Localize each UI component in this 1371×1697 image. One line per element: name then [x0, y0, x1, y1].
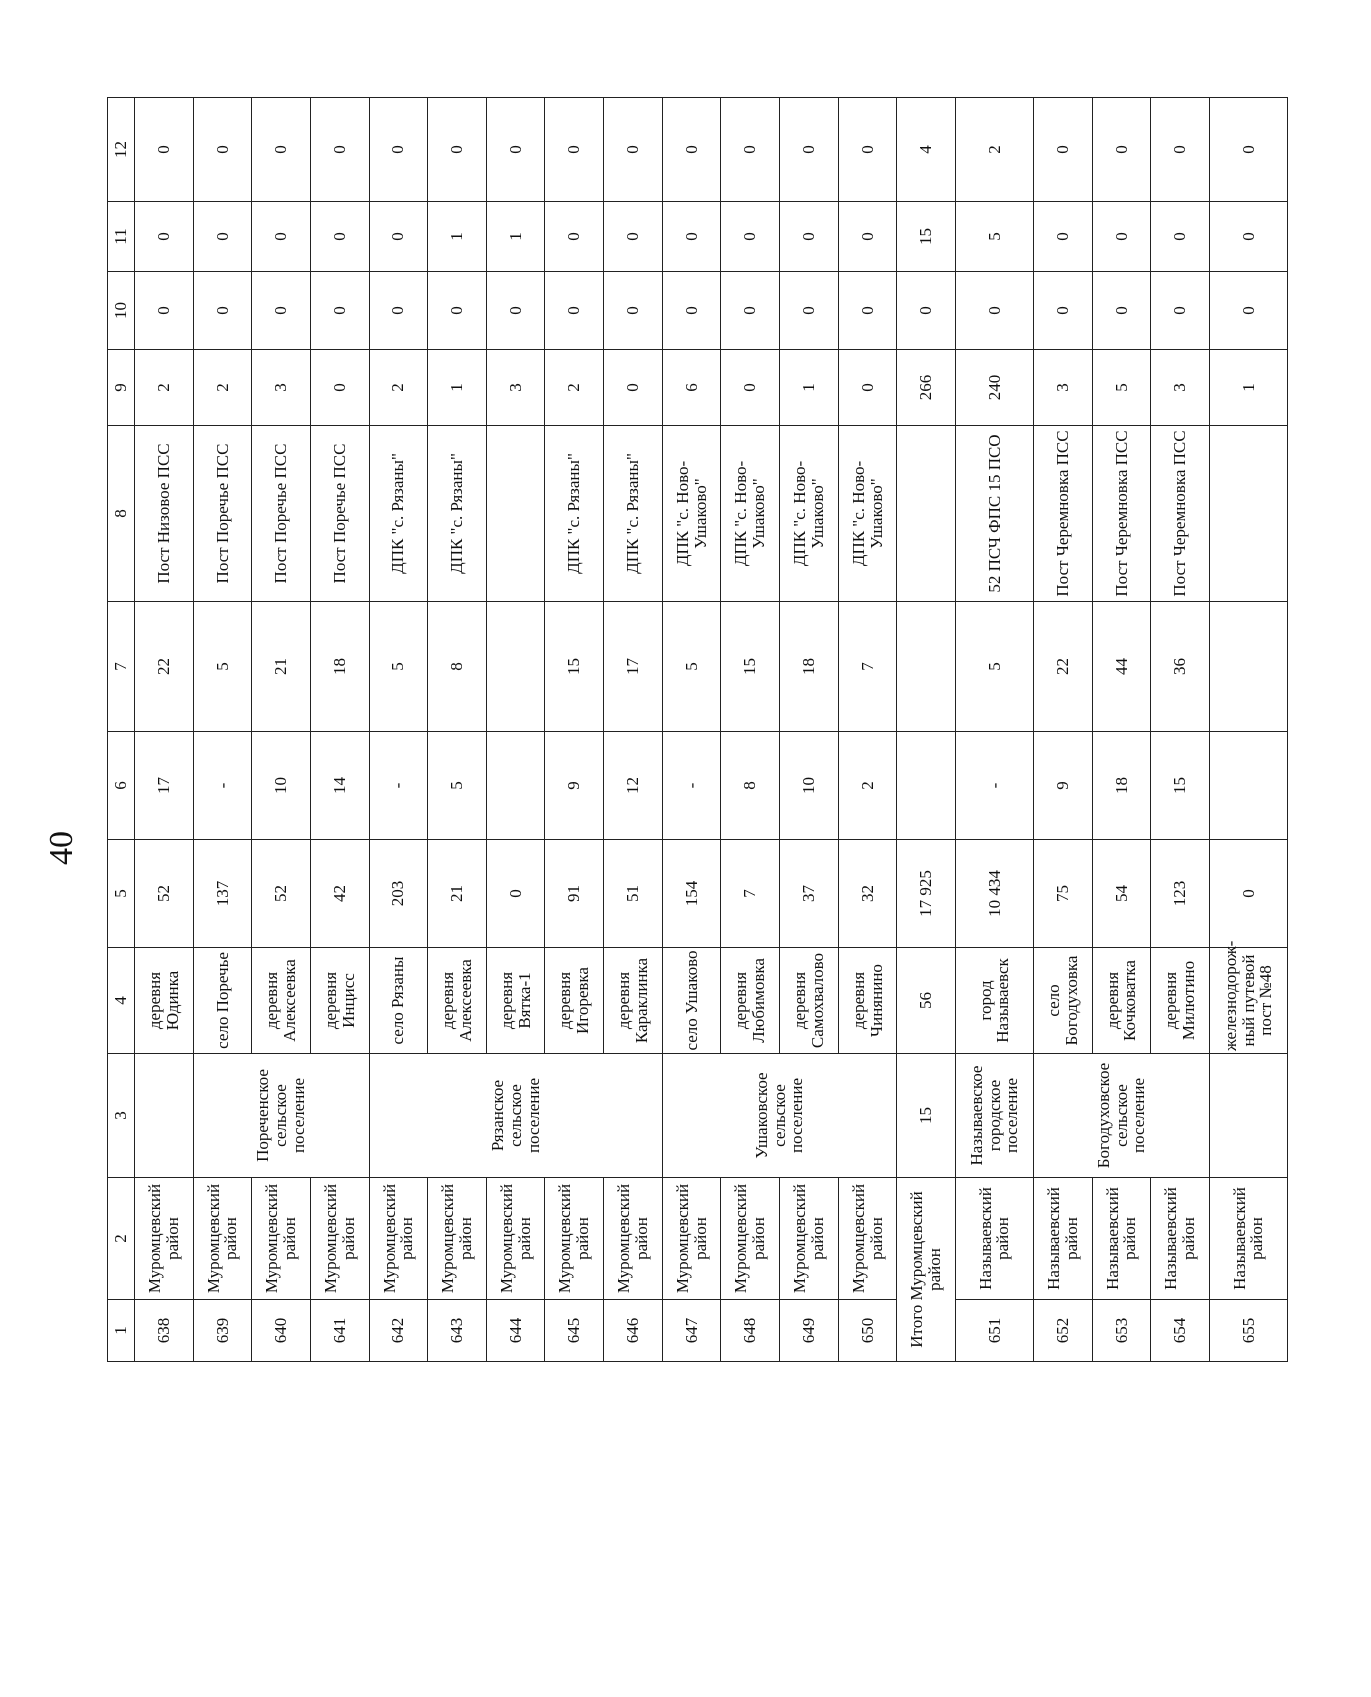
population-cell: 52 [252, 840, 311, 948]
col11-cell: 0 [252, 202, 311, 272]
population-cell: 0 [1209, 840, 1287, 948]
table-row [193, 98, 252, 1362]
settlement-cell: деревня Алексеевка [252, 948, 311, 1054]
col9-cell: 0 [721, 350, 780, 426]
col6-cell: - [955, 732, 1033, 840]
col6-cell [486, 732, 545, 840]
unit-cell [1209, 426, 1287, 602]
district-cell: Муромцевский район [193, 1178, 252, 1300]
municipality-cell: Пореченское сельское поселение [193, 1054, 369, 1178]
population-cell: 37 [780, 840, 839, 948]
col9-cell: 240 [955, 350, 1033, 426]
col6-cell: 14 [310, 732, 369, 840]
district-cell: Муромцевский район [310, 1178, 369, 1300]
col7-cell: 21 [252, 602, 311, 732]
row-number: 643 [428, 1300, 487, 1362]
col9-cell: 2 [193, 350, 252, 426]
col11-cell: 0 [1033, 202, 1092, 272]
col6-cell: 9 [1033, 732, 1092, 840]
population-cell: 51 [604, 840, 663, 948]
col7-cell [486, 602, 545, 732]
row-number: 653 [1092, 1300, 1151, 1362]
population-cell: 0 [486, 840, 545, 948]
row-number: 652 [1033, 1300, 1092, 1362]
col9-cell: 1 [428, 350, 487, 426]
col11-cell: 0 [604, 202, 663, 272]
total-col5: 17 925 [897, 840, 956, 948]
col-header-7: 7 [108, 602, 135, 732]
col11-cell: 0 [310, 202, 369, 272]
col7-cell [1209, 602, 1287, 732]
row-number: 641 [310, 1300, 369, 1362]
settlement-cell: село Ушаково [662, 948, 721, 1054]
col-header-1: 1 [108, 1300, 135, 1362]
total-label: Итого Муромцевский район [897, 1178, 956, 1362]
row-number: 650 [838, 1300, 897, 1362]
col11-cell: 0 [838, 202, 897, 272]
total-col7 [897, 602, 956, 732]
unit-cell: Пост Черемновка ПСС [1092, 426, 1151, 602]
total-col9: 266 [897, 350, 956, 426]
col10-cell: 0 [662, 272, 721, 350]
settlement-cell: деревня Самохвалово [780, 948, 839, 1054]
col-header-8: 8 [108, 426, 135, 602]
col12-cell: 0 [1151, 98, 1210, 202]
col12-cell: 0 [838, 98, 897, 202]
settlement-cell: деревня Милютино [1151, 948, 1210, 1054]
col11-cell: 0 [1151, 202, 1210, 272]
col-header-10: 10 [108, 272, 135, 350]
district-cell: Муромцевский район [662, 1178, 721, 1300]
col9-cell: 1 [1209, 350, 1287, 426]
col10-cell: 0 [955, 272, 1033, 350]
row-number: 644 [486, 1300, 545, 1362]
col6-cell: 18 [1092, 732, 1151, 840]
col6-cell: 9 [545, 732, 604, 840]
municipality-cell: Называевское городское поселение [955, 1054, 1033, 1178]
unit-cell: ДПК "с. Рязаны" [428, 426, 487, 602]
row-number: 649 [780, 1300, 839, 1362]
district-cell: Муромцевский район [721, 1178, 780, 1300]
row-number: 651 [955, 1300, 1033, 1362]
col11-cell: 5 [955, 202, 1033, 272]
col7-cell: 18 [310, 602, 369, 732]
row-number: 638 [135, 1300, 194, 1362]
population-cell: 42 [310, 840, 369, 948]
municipality-cell [1209, 1054, 1287, 1178]
col7-cell: 15 [545, 602, 604, 732]
col-header-4: 4 [108, 948, 135, 1054]
settlement-cell: село Рязаны [369, 948, 428, 1054]
district-cell: Называевский район [955, 1178, 1033, 1300]
population-cell: 91 [545, 840, 604, 948]
district-cell: Муромцевский район [135, 1178, 194, 1300]
col11-cell: 0 [780, 202, 839, 272]
col11-cell: 0 [369, 202, 428, 272]
settlement-cell: деревня Юдинка [135, 948, 194, 1054]
col9-cell: 5 [1092, 350, 1151, 426]
col6-cell: 12 [604, 732, 663, 840]
col12-cell: 0 [369, 98, 428, 202]
row-number: 639 [193, 1300, 252, 1362]
col9-cell: 0 [838, 350, 897, 426]
col7-cell: 22 [135, 602, 194, 732]
population-cell: 137 [193, 840, 252, 948]
row-number: 645 [545, 1300, 604, 1362]
col10-cell: 0 [1092, 272, 1151, 350]
row-number: 647 [662, 1300, 721, 1362]
col12-cell: 2 [955, 98, 1033, 202]
col-header-11: 11 [108, 202, 135, 272]
district-cell: Муромцевский район [486, 1178, 545, 1300]
table-row [955, 98, 1033, 1362]
row-number: 648 [721, 1300, 780, 1362]
col9-cell: 2 [135, 350, 194, 426]
col6-cell: 15 [1151, 732, 1210, 840]
col6-cell: - [662, 732, 721, 840]
col6-cell: - [193, 732, 252, 840]
settlement-cell: село Богодуховка [1033, 948, 1092, 1054]
col12-cell: 0 [135, 98, 194, 202]
unit-cell: ДПК "с. Рязаны" [604, 426, 663, 602]
unit-cell: Пост Черемновка ПСС [1033, 426, 1092, 602]
col6-cell: - [369, 732, 428, 840]
unit-cell: Пост Поречье ПСС [193, 426, 252, 602]
col11-cell: 0 [193, 202, 252, 272]
population-cell: 7 [721, 840, 780, 948]
unit-cell: ДПК "с. Ново-Ушаково" [721, 426, 780, 602]
district-cell: Муромцевский район [604, 1178, 663, 1300]
total-col10: 0 [897, 272, 956, 350]
district-cell: Муромцевский район [428, 1178, 487, 1300]
col-header-9: 9 [108, 350, 135, 426]
col9-cell: 0 [310, 350, 369, 426]
col10-cell: 0 [428, 272, 487, 350]
col7-cell: 36 [1151, 602, 1210, 732]
table-rotation-wrapper [107, 98, 1371, 1348]
col10-cell: 0 [193, 272, 252, 350]
col6-cell [1209, 732, 1287, 840]
settlement-cell: деревня Алексеевка [428, 948, 487, 1054]
col9-cell: 3 [486, 350, 545, 426]
table-row [1033, 98, 1092, 1362]
settlement-cell: город Называевск [955, 948, 1033, 1054]
col7-cell: 44 [1092, 602, 1151, 732]
population-cell: 123 [1151, 840, 1210, 948]
col6-cell: 10 [252, 732, 311, 840]
col9-cell: 3 [1033, 350, 1092, 426]
row-number: 654 [1151, 1300, 1210, 1362]
col9-cell: 3 [252, 350, 311, 426]
unit-cell: Пост Поречье ПСС [252, 426, 311, 602]
district-cell: Называевский район [1151, 1178, 1210, 1300]
col10-cell: 0 [1209, 272, 1287, 350]
col10-cell: 0 [721, 272, 780, 350]
col11-cell: 1 [486, 202, 545, 272]
col10-cell: 0 [486, 272, 545, 350]
unit-cell: ДПК "с. Ново-Ушаково" [838, 426, 897, 602]
col11-cell: 0 [1092, 202, 1151, 272]
col12-cell: 0 [310, 98, 369, 202]
population-cell: 54 [1092, 840, 1151, 948]
col7-cell: 22 [1033, 602, 1092, 732]
col9-cell: 3 [1151, 350, 1210, 426]
district-cell: Муромцевский район [369, 1178, 428, 1300]
population-cell: 21 [428, 840, 487, 948]
settlement-cell: деревня Кочковатка [1092, 948, 1151, 1054]
col12-cell: 0 [1092, 98, 1151, 202]
municipality-cell: Ушаковское сельское поселение [662, 1054, 897, 1178]
page-number: 40 [43, 831, 80, 865]
col12-cell: 0 [662, 98, 721, 202]
settlements-table [107, 97, 1288, 1362]
unit-cell: ДПК "с. Рязаны" [369, 426, 428, 602]
unit-cell: Пост Поречье ПСС [310, 426, 369, 602]
col6-cell: 2 [838, 732, 897, 840]
municipality-cell: Богодуховское сельское поселение [1033, 1054, 1209, 1178]
col12-cell: 0 [1209, 98, 1287, 202]
col12-cell: 0 [428, 98, 487, 202]
col12-cell: 0 [1033, 98, 1092, 202]
population-cell: 203 [369, 840, 428, 948]
col7-cell: 5 [193, 602, 252, 732]
total-row [897, 98, 956, 1362]
table-row [369, 98, 428, 1362]
col10-cell: 0 [252, 272, 311, 350]
district-cell: Называевский район [1033, 1178, 1092, 1300]
col11-cell: 1 [428, 202, 487, 272]
unit-cell: Пост Низовое ПСС [135, 426, 194, 602]
total-col6 [897, 732, 956, 840]
col10-cell: 0 [1151, 272, 1210, 350]
col7-cell: 5 [662, 602, 721, 732]
settlement-cell: деревня Любимовка [721, 948, 780, 1054]
row-number: 640 [252, 1300, 311, 1362]
col11-cell: 0 [662, 202, 721, 272]
col12-cell: 0 [545, 98, 604, 202]
col12-cell: 0 [193, 98, 252, 202]
col7-cell: 17 [604, 602, 663, 732]
col10-cell: 0 [369, 272, 428, 350]
unit-cell: Пост Черемновка ПСС [1151, 426, 1210, 602]
total-col11: 15 [897, 202, 956, 272]
unit-cell [486, 426, 545, 602]
table-row [1209, 98, 1287, 1362]
col10-cell: 0 [604, 272, 663, 350]
district-cell: Муромцевский район [780, 1178, 839, 1300]
total-col3: 15 [897, 1054, 956, 1178]
unit-cell: ДПК "с. Ново-Ушаково" [780, 426, 839, 602]
col-header-2: 2 [108, 1178, 135, 1300]
col12-cell: 0 [780, 98, 839, 202]
total-col8 [897, 426, 956, 602]
col11-cell: 0 [1209, 202, 1287, 272]
total-col4: 56 [897, 948, 956, 1054]
col7-cell: 15 [721, 602, 780, 732]
unit-cell: ДПК "с. Ново-Ушаково" [662, 426, 721, 602]
col11-cell: 0 [721, 202, 780, 272]
col12-cell: 0 [604, 98, 663, 202]
col7-cell: 18 [780, 602, 839, 732]
col10-cell: 0 [135, 272, 194, 350]
col-header-12: 12 [108, 98, 135, 202]
col-header-3: 3 [108, 1054, 135, 1178]
population-cell: 32 [838, 840, 897, 948]
settlement-cell: деревня Инцисс [310, 948, 369, 1054]
district-cell: Называевский район [1092, 1178, 1151, 1300]
col11-cell: 0 [545, 202, 604, 272]
population-cell: 75 [1033, 840, 1092, 948]
table-row [135, 98, 194, 1362]
col9-cell: 0 [604, 350, 663, 426]
col6-cell: 8 [721, 732, 780, 840]
total-col12: 4 [897, 98, 956, 202]
row-number: 646 [604, 1300, 663, 1362]
col7-cell: 5 [955, 602, 1033, 732]
settlement-cell: село Поречье [193, 948, 252, 1054]
population-cell: 10 434 [955, 840, 1033, 948]
col7-cell: 8 [428, 602, 487, 732]
settlement-cell: деревня Вятка-1 [486, 948, 545, 1054]
unit-cell: 52 ПСЧ ФПС 15 ПСО [955, 426, 1033, 602]
population-cell: 154 [662, 840, 721, 948]
settlement-cell: деревня Игоревка [545, 948, 604, 1054]
population-cell: 52 [135, 840, 194, 948]
table-row [662, 98, 721, 1362]
col9-cell: 1 [780, 350, 839, 426]
col-header-5: 5 [108, 840, 135, 948]
unit-cell: ДПК "с. Рязаны" [545, 426, 604, 602]
district-cell: Муромцевский район [838, 1178, 897, 1300]
municipality-cell: Рязанское сельское поселение [369, 1054, 662, 1178]
col6-cell: 5 [428, 732, 487, 840]
col12-cell: 0 [252, 98, 311, 202]
col10-cell: 0 [310, 272, 369, 350]
municipality-cell [135, 1054, 194, 1178]
col7-cell: 5 [369, 602, 428, 732]
col6-cell: 10 [780, 732, 839, 840]
col9-cell: 2 [545, 350, 604, 426]
district-cell: Муромцевский район [545, 1178, 604, 1300]
col-header-6: 6 [108, 732, 135, 840]
col10-cell: 0 [780, 272, 839, 350]
col9-cell: 6 [662, 350, 721, 426]
col11-cell: 0 [135, 202, 194, 272]
row-number: 642 [369, 1300, 428, 1362]
col12-cell: 0 [721, 98, 780, 202]
col6-cell: 17 [135, 732, 194, 840]
district-cell: Муромцевский район [252, 1178, 311, 1300]
col10-cell: 0 [838, 272, 897, 350]
col12-cell: 0 [486, 98, 545, 202]
settlement-cell: железнодорож-ный путевой пост №48 [1209, 948, 1287, 1054]
col9-cell: 2 [369, 350, 428, 426]
district-cell: Называевский район [1209, 1178, 1287, 1300]
col10-cell: 0 [545, 272, 604, 350]
row-number: 655 [1209, 1300, 1287, 1362]
col10-cell: 0 [1033, 272, 1092, 350]
settlement-cell: деревня Чинянино [838, 948, 897, 1054]
col7-cell: 7 [838, 602, 897, 732]
header-row [108, 98, 135, 1362]
settlement-cell: деревня Караклинка [604, 948, 663, 1054]
